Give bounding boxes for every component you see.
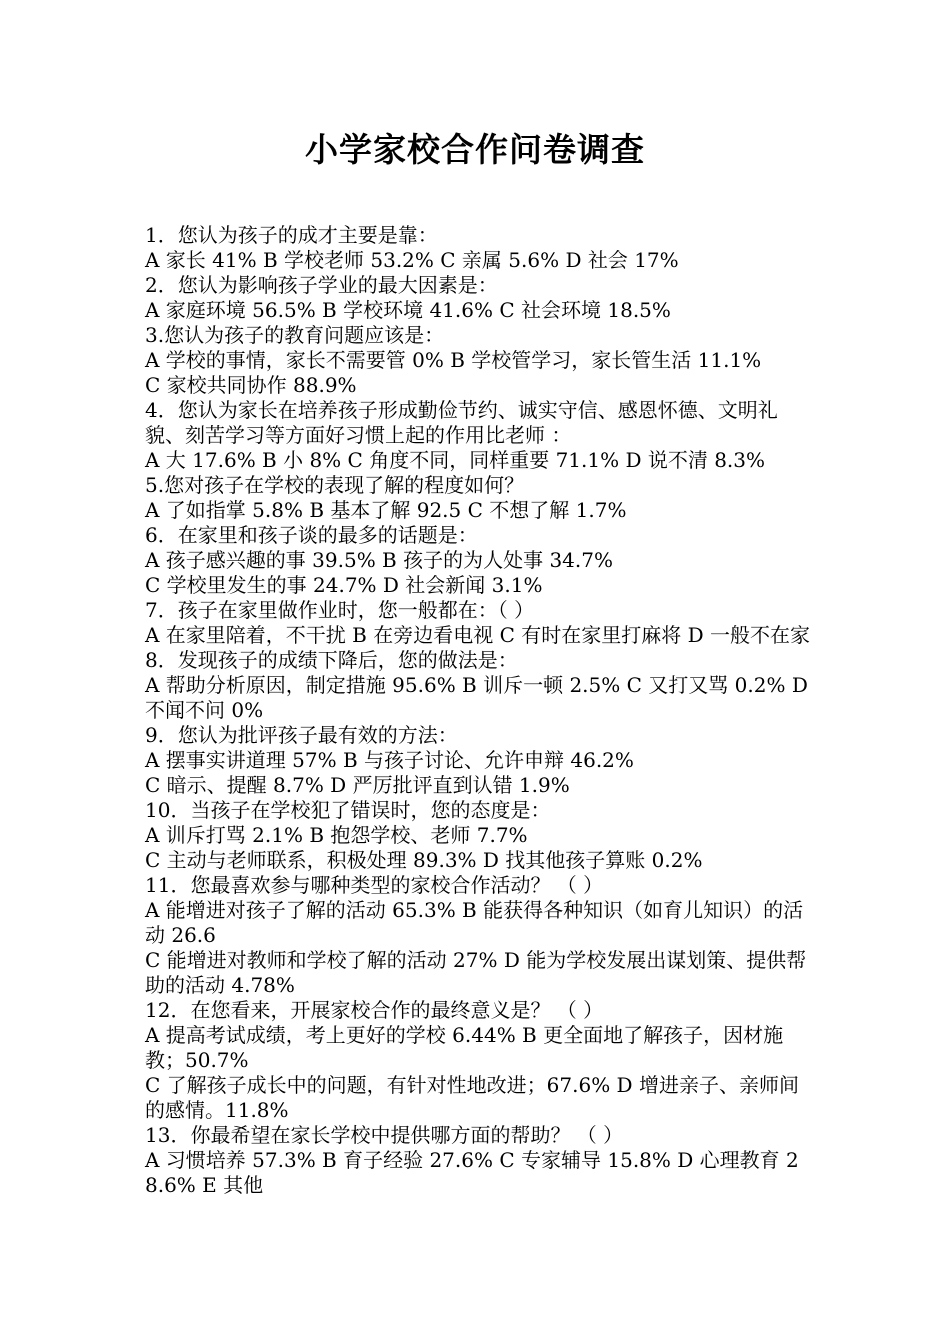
question-12: 12．在您看来，开展家校合作的最终意义是？ （ ） — [145, 998, 604, 1022]
answer-12b: C 了解孩子成长中的问题，有针对性地改进；67.6% D 增进亲子、亲师间的感情。11.8% — [145, 1073, 799, 1122]
question-10: 10．当孩子在学校犯了错误时，您的态度是： — [145, 798, 551, 822]
answer-13: A 习惯培养 57.3% B 育子经验 27.6% C 专家辅导 15.8% D 心理教育 28.6% E 其他 — [145, 1148, 799, 1197]
answer-7: A 在家里陪着，不干扰 B 在旁边看电视 C 有时在家里打麻将 D 一般不在家 — [145, 623, 810, 647]
question-3: 3.您认为孩子的教育问题应该是： — [145, 323, 445, 347]
answer-9b: C 暗示、提醒 8.7% D 严厉批评直到认错 1.9% — [145, 773, 570, 797]
answer-10b: C 主动与老师联系，积极处理 89.3% D 找其他孩子算账 0.2% — [145, 848, 703, 872]
question-8: 8．发现孩子的成绩下降后，您的做法是： — [145, 648, 518, 672]
answer-9a: A 摆事实讲道理 57% B 与孩子讨论、允许申辩 46.2% — [145, 748, 634, 772]
question-9: 9．您认为批评孩子最有效的方法： — [145, 723, 458, 747]
answer-6a: A 孩子感兴趣的事 39.5% B 孩子的为人处事 34.7% — [145, 548, 613, 572]
question-7: 7．孩子在家里做作业时，您一般都在：（ ） — [145, 598, 535, 622]
answer-8: A 帮助分析原因，制定措施 95.6% B 训斥一顿 2.5% C 又打又骂 0.2% D 不闻不问 0% — [145, 673, 808, 722]
question-1: 1．您认为孩子的成才主要是靠： — [145, 223, 438, 247]
question-2: 2．您认为影响孩子学业的最大因素是： — [145, 273, 498, 297]
answer-11b: C 能增进对教师和学校了解的活动 27% D 能为学校发展出谋划策、提供帮助的活动 4.78% — [145, 948, 807, 997]
question-13: 13．你最希望在家长学校中提供哪方面的帮助？ （ ） — [145, 1123, 624, 1147]
question-5: 5.您对孩子在学校的表现了解的程度如何？ — [145, 473, 525, 497]
survey-content — [145, 223, 810, 1198]
answer-4: A 大 17.6% B 小 8% C 角度不同，同样重要 71.1% D 说不清 8.3% — [145, 448, 766, 472]
question-11: 11．您最喜欢参与哪种类型的家校合作活动？ （ ） — [145, 873, 604, 897]
answer-10a: A 训斥打骂 2.1% B 抱怨学校、老师 7.7% — [145, 823, 528, 847]
answer-2: A 家庭环境 56.5% B 学校环境 41.6% C 社会环境 18.5% — [145, 298, 671, 322]
answer-12a: A 提高考试成绩，考上更好的学校 6.44% B 更全面地了解孩子，因材施教；50.7% — [145, 1023, 784, 1072]
page-title: 小学家校合作问卷调查 — [305, 130, 645, 169]
answer-6b: C 学校里发生的事 24.7% D 社会新闻 3.1% — [145, 573, 543, 597]
answer-3a: A 学校的事情，家长不需要管 0% B 学校管学习，家长管生活 11.1% — [145, 348, 762, 372]
answer-11a: A 能增进对孩子了解的活动 65.3% B 能获得各种知识（如育儿知识）的活动 26.6 — [145, 898, 804, 947]
question-6: 6．在家里和孩子谈的最多的话题是： — [145, 523, 478, 547]
answer-3b: C 家校共同协作 88.9% — [145, 373, 357, 397]
question-4: 4．您认为家长在培养孩子形成勤俭节约、诚实守信、感恩怀德、文明礼貌、刻苦学习等方面好习惯上起的作用比老师 ： — [145, 398, 778, 447]
answer-5: A 了如指掌 5.8% B 基本了解 92.5 C 不想了解 1.7% — [145, 498, 627, 522]
answer-1: A 家长 41% B 学校老师 53.2% C 亲属 5.6% D 社会 17% — [145, 248, 679, 272]
